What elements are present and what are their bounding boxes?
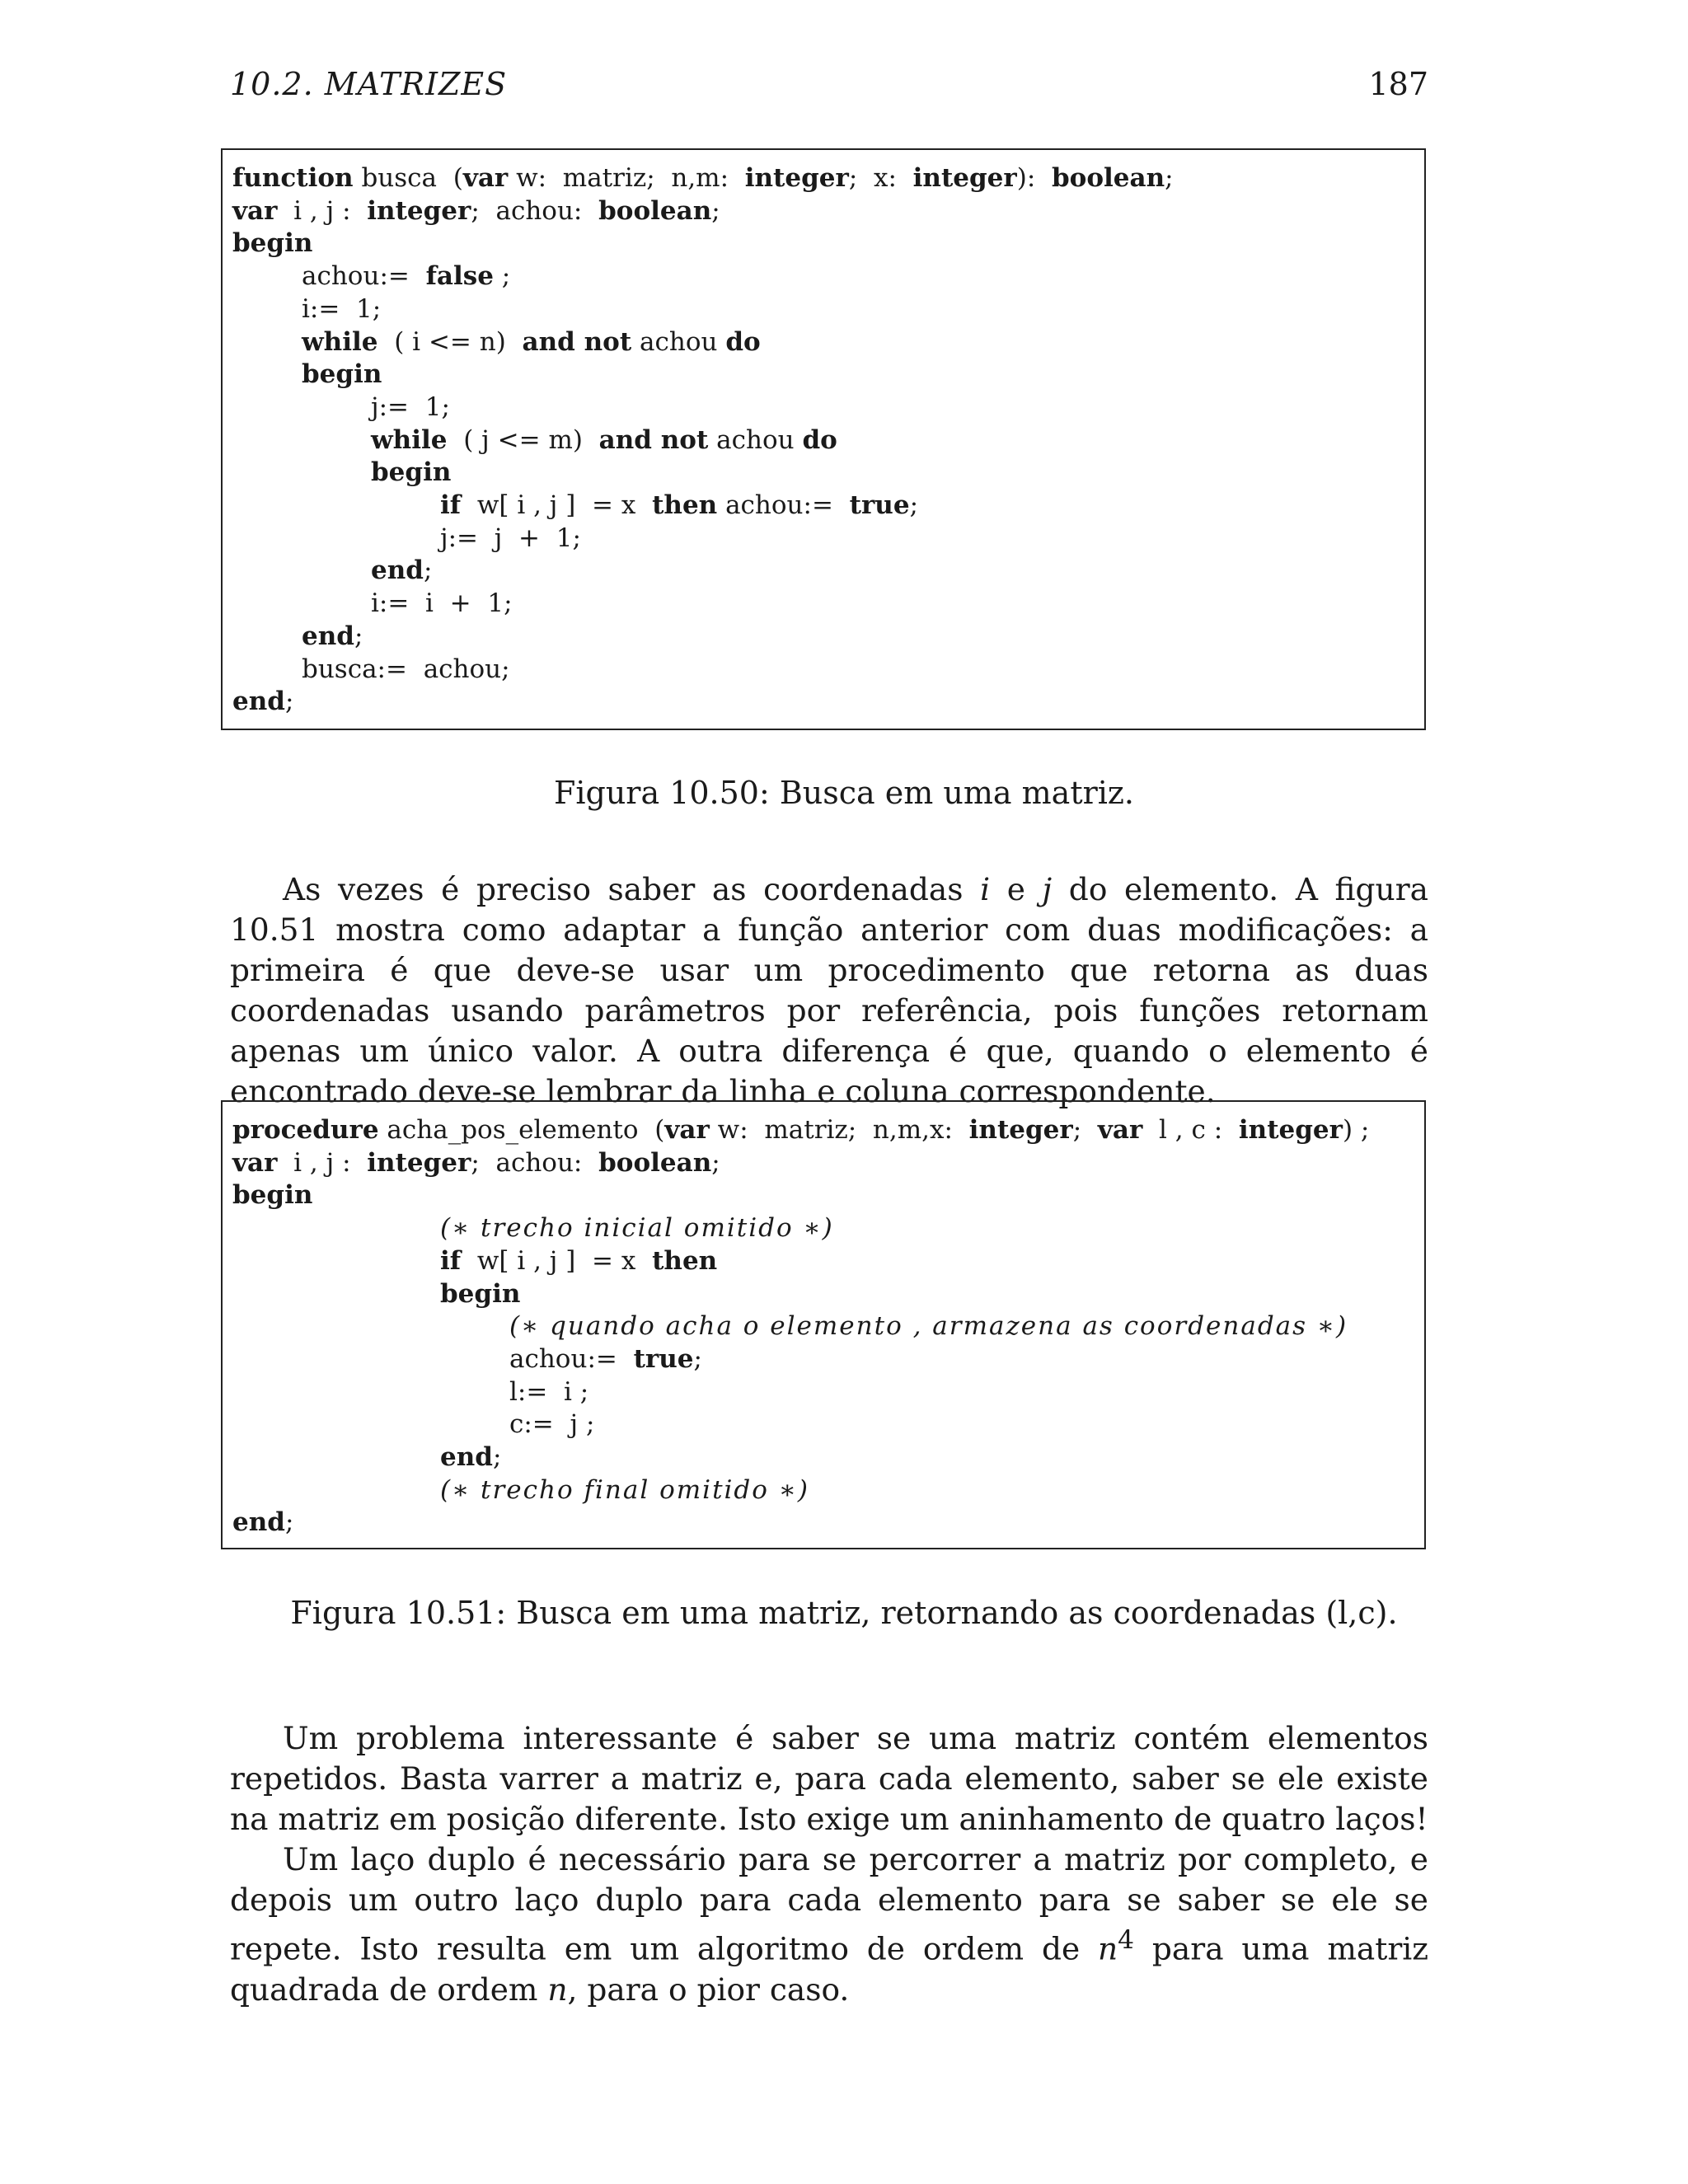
text-segment: ; xyxy=(492,1442,502,1472)
text-segment: achou:= xyxy=(509,1343,634,1374)
text-segment: l:= i ; xyxy=(509,1376,589,1407)
text-segment: 4 xyxy=(1118,1925,1135,1955)
paragraph-text xyxy=(230,869,1428,1112)
code-line xyxy=(440,522,581,555)
code-keyword: begin xyxy=(440,1278,521,1309)
figure-caption-10-51: Figura 10.51: Busca em uma matriz, retornando as coordenadas (l,c). xyxy=(290,1595,1398,1631)
code-line xyxy=(302,326,761,359)
code-line xyxy=(371,587,513,620)
code-keyword: and not xyxy=(598,424,709,455)
text-segment: As vezes é preciso saber as coordenadas xyxy=(283,871,981,907)
code-keyword: begin xyxy=(371,457,452,488)
code-keyword: integer xyxy=(367,195,471,226)
code-keyword: var xyxy=(232,1147,278,1178)
text-segment: n xyxy=(547,1971,568,2008)
text-segment: ( j <= m) xyxy=(447,424,599,455)
text-segment: ; xyxy=(711,1147,720,1178)
text-segment: ; xyxy=(1165,163,1174,193)
code-keyword: boolean xyxy=(1051,163,1165,193)
text-segment: i:= i + 1; xyxy=(371,588,513,619)
text-segment: i:= 1; xyxy=(302,293,382,324)
code-keyword: var xyxy=(664,1115,710,1145)
paragraph-text xyxy=(230,1840,1428,2010)
code-listing-busca xyxy=(221,148,1426,730)
code-keyword: integer xyxy=(968,1115,1073,1145)
text-segment: achou:= xyxy=(302,261,426,292)
text-segment: j xyxy=(1042,871,1053,907)
figure-caption-10-50: Figura 10.50: Busca em uma matriz. xyxy=(553,775,1135,811)
text-segment: Um laço duplo é necessário para se percorrer a matriz por completo, e depois um outro laço duplo para cada elemento para se saber se ele se repete. Isto resulta em um algoritmo de ordem de xyxy=(230,1841,1428,1967)
code-keyword: integer xyxy=(1238,1115,1343,1145)
text-segment: , para o pior caso. xyxy=(567,1971,850,2008)
text-segment: achou xyxy=(708,424,803,455)
code-keyword: end xyxy=(440,1442,493,1472)
code-line xyxy=(232,162,1174,194)
text-segment: ): xyxy=(1016,163,1052,193)
text-segment: busca ( xyxy=(353,163,463,193)
text-segment: w: matriz; n,m,x: xyxy=(709,1115,969,1145)
code-line xyxy=(371,424,837,457)
code-line xyxy=(371,554,432,587)
code-keyword: false xyxy=(425,261,494,292)
text-segment: w[ i , j ] = x xyxy=(461,490,653,520)
paragraph-text xyxy=(230,1718,1428,1840)
text-segment: ; xyxy=(284,1507,294,1538)
text-segment: n xyxy=(1098,1930,1118,1967)
code-line xyxy=(509,1408,594,1441)
code-keyword: end xyxy=(302,621,354,651)
code-line xyxy=(232,194,720,227)
text-segment: achou:= xyxy=(717,490,850,520)
code-keyword: integer xyxy=(744,163,849,193)
code-keyword: true xyxy=(849,490,910,520)
text-segment: ; achou: xyxy=(471,195,599,226)
body-paragraph-coordinates xyxy=(230,869,1428,1112)
text-segment: i xyxy=(980,871,991,907)
text-segment: w: matriz; n,m: xyxy=(508,163,745,193)
code-line xyxy=(371,391,450,424)
code-line xyxy=(232,227,312,260)
text-segment: j:= j + 1; xyxy=(440,523,581,553)
text-segment: ; xyxy=(711,195,720,226)
text-segment: c:= j ; xyxy=(509,1409,595,1440)
code-line xyxy=(232,1179,312,1212)
code-keyword: end xyxy=(371,555,424,586)
text-segment: j:= 1; xyxy=(371,391,450,422)
text-segment: acha_pos_elemento ( xyxy=(378,1115,665,1145)
text-segment: e xyxy=(990,871,1043,907)
code-keyword: if xyxy=(440,490,462,520)
text-segment: ; xyxy=(423,555,433,586)
text-segment: l , c : xyxy=(1142,1115,1239,1145)
code-line xyxy=(302,260,510,293)
code-line xyxy=(440,1277,520,1310)
code-line xyxy=(302,653,510,686)
code-comment: (∗ trecho inicial omitido ∗) xyxy=(440,1213,834,1244)
code-line xyxy=(232,685,293,718)
code-keyword: true xyxy=(633,1343,694,1374)
code-keyword: while xyxy=(302,326,378,357)
code-keyword: integer xyxy=(912,163,1017,193)
page-header xyxy=(230,66,1428,112)
text-segment: ; xyxy=(693,1343,702,1374)
text-segment: ; xyxy=(284,687,294,717)
text-segment: achou xyxy=(631,326,726,357)
code-keyword: function xyxy=(232,163,354,193)
code-keyword: end xyxy=(232,1507,285,1538)
code-line xyxy=(509,1376,588,1408)
code-line xyxy=(509,1310,1348,1343)
code-keyword: procedure xyxy=(232,1115,379,1145)
code-keyword: end xyxy=(232,687,285,717)
page-number: 187 xyxy=(1368,66,1428,102)
text-segment: busca:= achou; xyxy=(302,654,510,684)
code-line xyxy=(302,293,381,326)
code-line xyxy=(440,1474,809,1507)
code-line xyxy=(440,1212,834,1244)
code-keyword: then xyxy=(652,490,718,520)
body-paragraph-repeated-elements xyxy=(230,1718,1428,2010)
code-keyword: if xyxy=(440,1245,462,1276)
text-segment: ; x: xyxy=(848,163,913,193)
code-keyword: begin xyxy=(232,1180,313,1211)
text-segment: w[ i , j ] = x xyxy=(461,1245,653,1276)
code-line xyxy=(232,1506,293,1539)
text-segment: ; xyxy=(1072,1115,1098,1145)
code-line xyxy=(440,489,918,522)
text-segment: ; xyxy=(354,621,363,651)
code-keyword: begin xyxy=(232,228,313,259)
code-keyword: var xyxy=(462,163,509,193)
code-listing-acha-pos-elemento xyxy=(221,1100,1426,1549)
code-keyword: then xyxy=(652,1245,718,1276)
code-line xyxy=(440,1244,717,1277)
code-keyword: do xyxy=(802,424,837,455)
code-keyword: do xyxy=(725,326,761,357)
code-keyword: var xyxy=(1097,1115,1143,1145)
code-keyword: integer xyxy=(367,1147,471,1178)
code-line xyxy=(440,1441,501,1474)
text-segment: ( i <= n) xyxy=(377,326,523,357)
text-segment: para uma matriz quadrada de ordem xyxy=(230,1930,1429,2008)
text-segment: ; achou: xyxy=(471,1147,599,1178)
code-keyword: var xyxy=(232,195,278,226)
code-keyword: while xyxy=(371,424,448,455)
text-segment: ; xyxy=(909,490,919,520)
code-comment: (∗ quando acha o elemento , armazena as coordenadas ∗) xyxy=(509,1311,1348,1342)
code-line xyxy=(302,620,363,653)
code-keyword: and not xyxy=(522,326,632,357)
text-segment: Um problema interessante é saber se uma matriz contém elementos repetidos. Basta varrer a matriz e, para cada elemento, saber se ele existe na matriz em posição diferente. Isto exige um aninhamento de quatro laços! xyxy=(230,1720,1428,1837)
code-line xyxy=(302,358,382,391)
text-segment: ) ; xyxy=(1342,1115,1370,1145)
text-segment: i , j : xyxy=(277,195,368,226)
code-line xyxy=(232,1113,1369,1146)
text-segment: do elemento. A figura 10.51 mostra como adaptar a função anterior com duas modificações: a primeira é que deve-se usar um procedimento que retorna as duas coordenadas usando parâmetros por referência, pois funções retornam apenas um único valor. A outra diferença é que, quando o elemento é encontrado deve-se lembrar da linha e coluna correspondente. xyxy=(230,871,1428,1109)
text-segment: i , j : xyxy=(277,1147,368,1178)
code-line xyxy=(371,456,451,489)
code-keyword: begin xyxy=(302,359,382,390)
code-line xyxy=(509,1343,702,1376)
code-keyword: boolean xyxy=(598,1147,712,1178)
code-line xyxy=(232,1146,720,1179)
text-segment: ; xyxy=(493,261,511,292)
code-comment: (∗ trecho final omitido ∗) xyxy=(440,1474,809,1505)
running-head: 10.2. MATRIZES xyxy=(230,66,508,102)
code-keyword: boolean xyxy=(598,195,712,226)
